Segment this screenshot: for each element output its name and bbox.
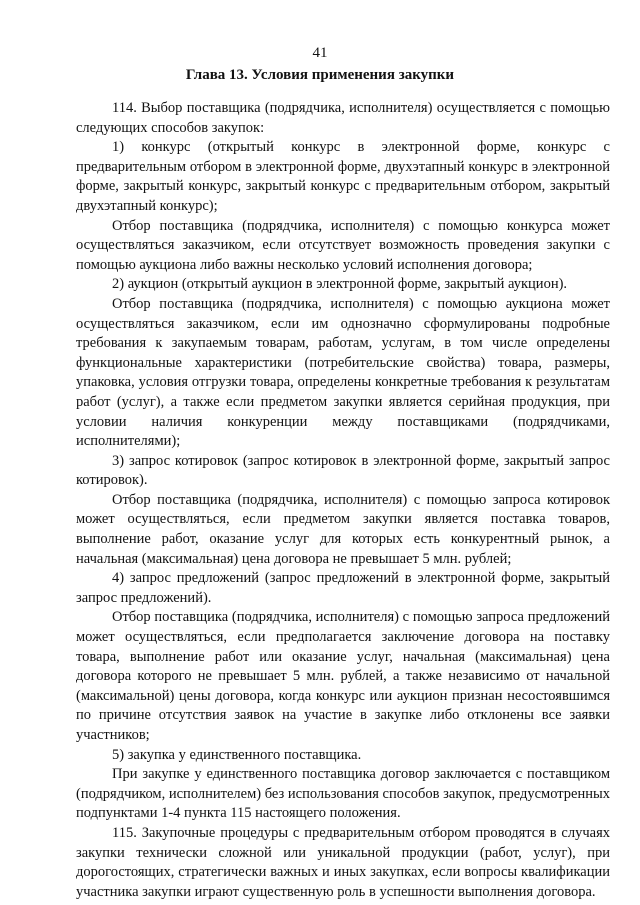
- paragraph-115-preselection: 115. Закупочные процедуры с предварительным отбором проводятся в случаях закупки технически сложной или уникальной продукции (работ, услуг), при дорогостоящих, стратегически важных и иных закупках, если вопросы квалификации участника закупки играют существенную роль в успешности выполнения договора.: [76, 824, 610, 900]
- paragraph-item-2-auction: 2) аукцион (открытый аукцион в электронной форме, закрытый аукцион).: [112, 276, 568, 293]
- chapter-title: Глава 13. Условия применения закупки: [185, 67, 455, 83]
- paragraph-proposals-conditions: Отбор поставщика (подрядчика, исполнителя) с помощью запроса предложений может осуществляться, если предполагается заключение договора на поставку товара, выполнение работ или оказание услуг, начальная (максимальная) цена договора которого не превышает 5 млн. рублей, а также независимо от начальной (максимальной) цены договора, когда конкурс или аукцион признан несостоявшимся по причине отсутствия заявок на участие в закупке либо отклонены все заявки участников;: [76, 609, 610, 743]
- paragraph-item-4-proposals: 4) запрос предложений (запрос предложений в электронной форме, закрытый запрос предложений).: [76, 570, 610, 606]
- paragraph-konkurs-conditions: Отбор поставщика (подрядчика, исполнителя) с помощью конкурса может осуществляться заказчиком, если отсутствует возможность проведения закупки с помощью аукциона либо важны несколько условий исполнения договора;: [76, 217, 610, 273]
- paragraph-single-supplier-conditions: При закупке у единственного поставщика договор заключается с поставщиком (подрядчиком, исполнителем) без использования способов закупок, предусмотренных подпунктами 1-4 пункта 115 настоящего положения.: [76, 766, 610, 822]
- paragraph-auction-conditions: Отбор поставщика (подрядчика, исполнителя) с помощью аукциона может осуществляться заказчиком, если им однозначно сформулированы подробные требования к закупаемым товарам, работам, услугам, в том числе определены функциональные характеристики (потребительские свойства) товара, размеры, упаковка, условия отгрузки товара, определены конкретные требования к результатам работ (услуг), а также если предметом закупки является серийная продукция, при условии наличия конкуренции между поставщиками (подрядчиками, исполнителями);: [76, 295, 610, 450]
- paragraph-item-3-quotations: 3) запрос котировок (запрос котировок в электронной форме, закрытый запрос котировок).: [76, 452, 610, 489]
- paragraph-item-5-single-supplier: 5) закупка у единственного поставщика.: [112, 746, 362, 763]
- page-number: 41: [312, 45, 328, 61]
- paragraph-114-intro: 114. Выбор поставщика (подрядчика, исполнителя) осуществляется с помощью следующих способов закупок:: [76, 100, 610, 136]
- paragraph-quotations-conditions: Отбор поставщика (подрядчика, исполнителя) с помощью запроса котировок может осуществляться, если предметом закупки является поставка товаров, выполнение работ, оказание услуг для которых есть конкурентный рынок, а начальная (максимальная) цена договора не превышает 5 млн. рублей;: [76, 491, 610, 567]
- paragraph-item-1-konkurs: 1) конкурс (открытый конкурс в электронной форме, конкурс с предварительным отбором в электронной форме, двухэтапный конкурс в электронной форме, закрытый конкурс, закрытый конкурс с предварительным отбором, закрытый двухэтапный конкурс);: [76, 139, 610, 214]
- body-text: [76, 99, 610, 902]
